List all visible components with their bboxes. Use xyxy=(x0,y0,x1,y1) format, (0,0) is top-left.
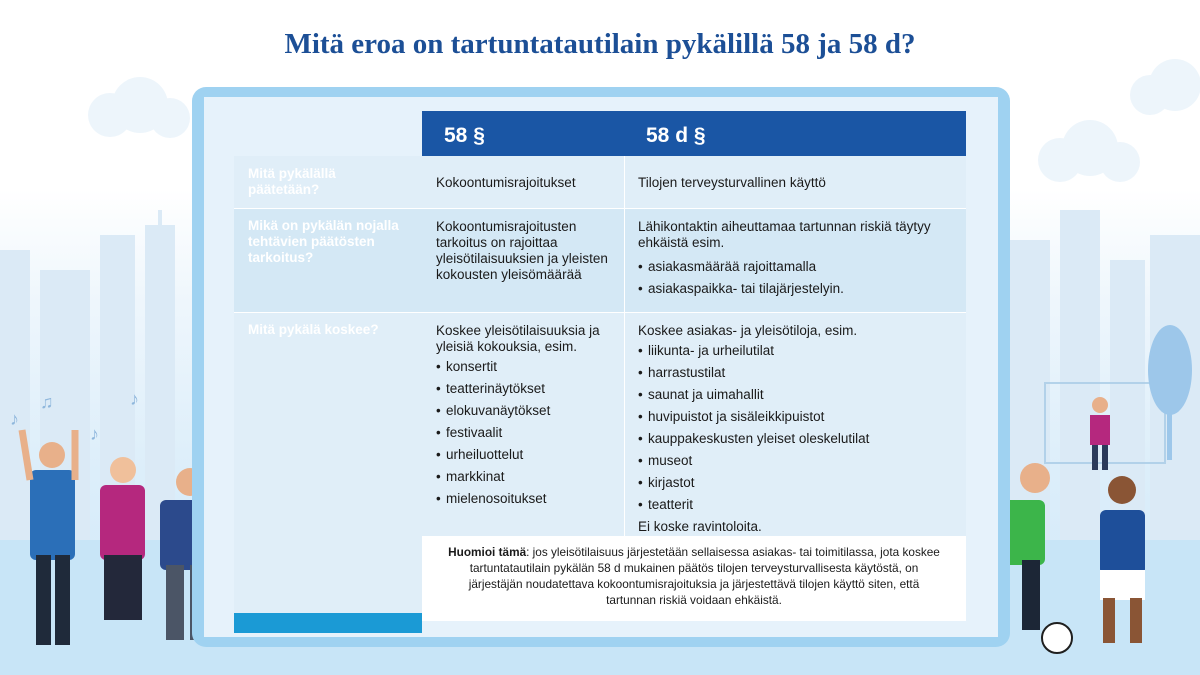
column-divider xyxy=(624,156,625,536)
events-list xyxy=(436,359,610,507)
list-item: • konsertit xyxy=(436,359,610,375)
svg-text:♫: ♫ xyxy=(40,392,54,412)
list-item: • liikunta- ja urheilutilat xyxy=(638,343,952,359)
header-58: 58 § xyxy=(422,111,624,156)
list-item: • kauppakeskusten yleiset oleskelutilat xyxy=(638,431,952,447)
cell-intro: Lähikontaktin aiheuttamaa tartunnan riskiä täytyy ehkäistä esim. xyxy=(638,219,931,250)
list-item: • asiakaspaikka- tai tilajärjestelyin. xyxy=(638,281,952,297)
note-heading: Huomioi tämä xyxy=(448,545,527,559)
cell-58d-purpose xyxy=(624,208,966,312)
list-item: • festivaalit xyxy=(436,425,610,441)
cell-58-purpose: Kokoontumisrajoitusten tarkoitus on rajoittaa yleisötilaisuuksien ja yleisten kokousten yleisömäärää xyxy=(422,208,624,312)
list-item: • huvipuistot ja sisäleikkipuistot xyxy=(638,409,952,425)
list-item: • asiakasmäärää rajoittamalla xyxy=(638,259,952,275)
list-item: • saunat ja uimahallit xyxy=(638,387,952,403)
svg-text:♪: ♪ xyxy=(90,424,99,444)
note-box xyxy=(422,536,966,621)
list-item: • urheiluottelut xyxy=(436,447,610,463)
spaces-list xyxy=(638,343,952,513)
cell-outro: Ei koske ravintoloita. xyxy=(638,519,762,534)
svg-text:♪: ♪ xyxy=(10,409,19,429)
row-label-decision: Mitä pykälällä päätetään? xyxy=(234,156,422,208)
row-label-filler xyxy=(234,613,422,633)
list-item: • kirjastot xyxy=(638,475,952,491)
page-title: Mitä eroa on tartuntatautilain pykälillä 58 ja 58 d? xyxy=(284,28,916,60)
list-item: • markkinat xyxy=(436,469,610,485)
row-divider xyxy=(234,208,966,209)
list-item: • museot xyxy=(638,453,952,469)
cell-intro: Koskee asiakas- ja yleisötiloja, esim. xyxy=(638,323,858,338)
list-item: • teatterinäytökset xyxy=(436,381,610,397)
list-item: • harrastustilat xyxy=(638,365,952,381)
purpose-list xyxy=(638,259,952,297)
list-item: • elokuvanäytökset xyxy=(436,403,610,419)
row-label-purpose: Mikä on pykälän nojalla tehtävien päätösten tarkoitus? xyxy=(234,208,422,312)
row-divider xyxy=(234,312,966,313)
list-item: • mielenosoitukset xyxy=(436,491,610,507)
cell-58d-decision: Tilojen terveysturvallinen käyttö xyxy=(624,156,966,208)
cell-intro: Koskee yleisötilaisuuksia ja yleisiä kokouksia, esim. xyxy=(436,323,600,354)
cell-58-decision: Kokoontumisrajoitukset xyxy=(422,156,624,208)
header-58d: 58 d § xyxy=(624,111,966,156)
svg-text:♪: ♪ xyxy=(130,389,139,409)
note-text: : jos yleisötilaisuus järjestetään sellaisessa asiakas- tai toimitilassa, jota koskee tartuntatautilain pykälän 58 d mukainen päätös tilojen terveysturvallisesta käytöstä, on järjestäjän noudatettava kokoontumisrajoituksia ja järjestettävä tilojen käyttö siten, että tartunnan riskiä voidaan ehkäistä. xyxy=(468,545,940,607)
row-label-scope: Mitä pykälä koskee? xyxy=(234,312,422,613)
list-item: • teatterit xyxy=(638,497,952,513)
